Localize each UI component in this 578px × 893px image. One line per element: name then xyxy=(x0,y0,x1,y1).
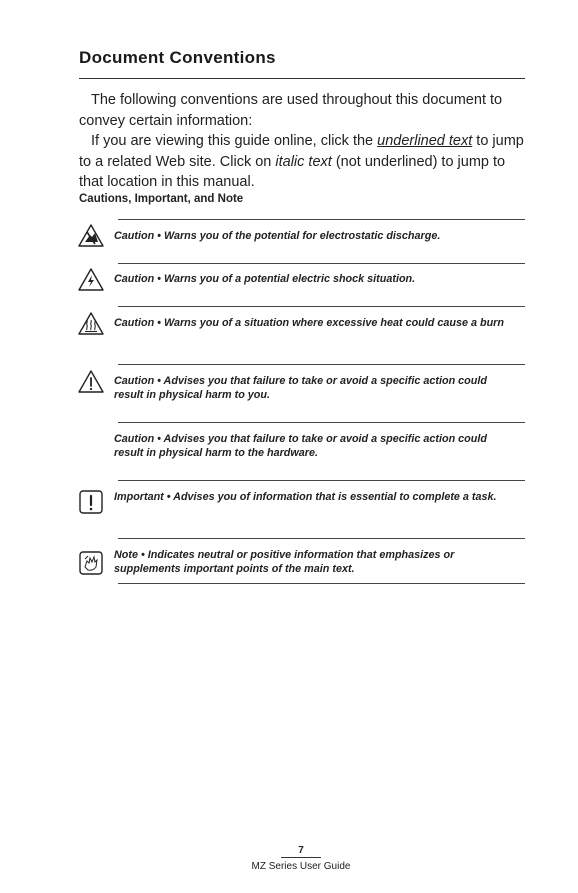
notice-text: Caution • Advises you that failure to take or avoid a specific action could result in physical harm to the hardware. xyxy=(114,433,487,459)
notice-text: Caution • Advises you that failure to take or avoid a specific action could result in physical harm to you. xyxy=(114,375,487,401)
notice-divider xyxy=(118,306,525,307)
intro-text xyxy=(79,90,525,193)
page-number: 7 xyxy=(298,845,304,856)
notice-text: Caution • Warns you of the potential for electrostatic discharge. xyxy=(114,230,441,242)
intro-p2-start: If you are viewing this guide online, click the xyxy=(91,133,374,149)
intro-p2-mid: to jump to a related Web site. Click on xyxy=(79,133,524,170)
notice-text: Caution • Warns you of a potential electric shock situation. xyxy=(114,273,416,285)
notice-divider xyxy=(118,364,525,365)
notice-divider xyxy=(118,538,525,539)
underlined-text-link[interactable]: underlined text xyxy=(377,133,473,149)
title-divider xyxy=(79,78,525,79)
notice-divider xyxy=(118,583,525,584)
footer-divider xyxy=(281,857,321,858)
notice-divider xyxy=(118,480,525,481)
notice-text: Important • Advises you of information that is essential to complete a task. xyxy=(114,491,497,503)
page-title: Document Conventions xyxy=(79,48,276,67)
important-exclamation-icon xyxy=(76,488,106,516)
intro-paragraph-2 xyxy=(79,131,525,193)
hot-surface-icon xyxy=(76,310,106,338)
notice-divider xyxy=(118,422,525,423)
intro-p2-end: (not underlined) to jump to that location in this manual. xyxy=(79,153,506,190)
note-hand-icon xyxy=(76,549,106,577)
footer-guide-name: MZ Series User Guide xyxy=(251,861,351,872)
notice-divider xyxy=(118,263,525,264)
section-heading: Cautions, Important, and Note xyxy=(79,193,244,205)
electric-shock-icon xyxy=(76,266,106,294)
italic-text-link[interactable]: italic text xyxy=(275,153,332,170)
notice-divider xyxy=(118,219,525,220)
electrostatic-discharge-icon xyxy=(76,222,106,250)
notice-text: Caution • Warns you of a situation where excessive heat could cause a burn xyxy=(114,317,504,329)
intro-paragraph-1: The following conventions are used throughout this document to convey certain information: xyxy=(79,92,503,129)
notice-text: Note • Indicates neutral or positive information that emphasizes or supplements important points of the main text. xyxy=(114,549,455,575)
warning-exclamation-icon xyxy=(76,368,106,396)
